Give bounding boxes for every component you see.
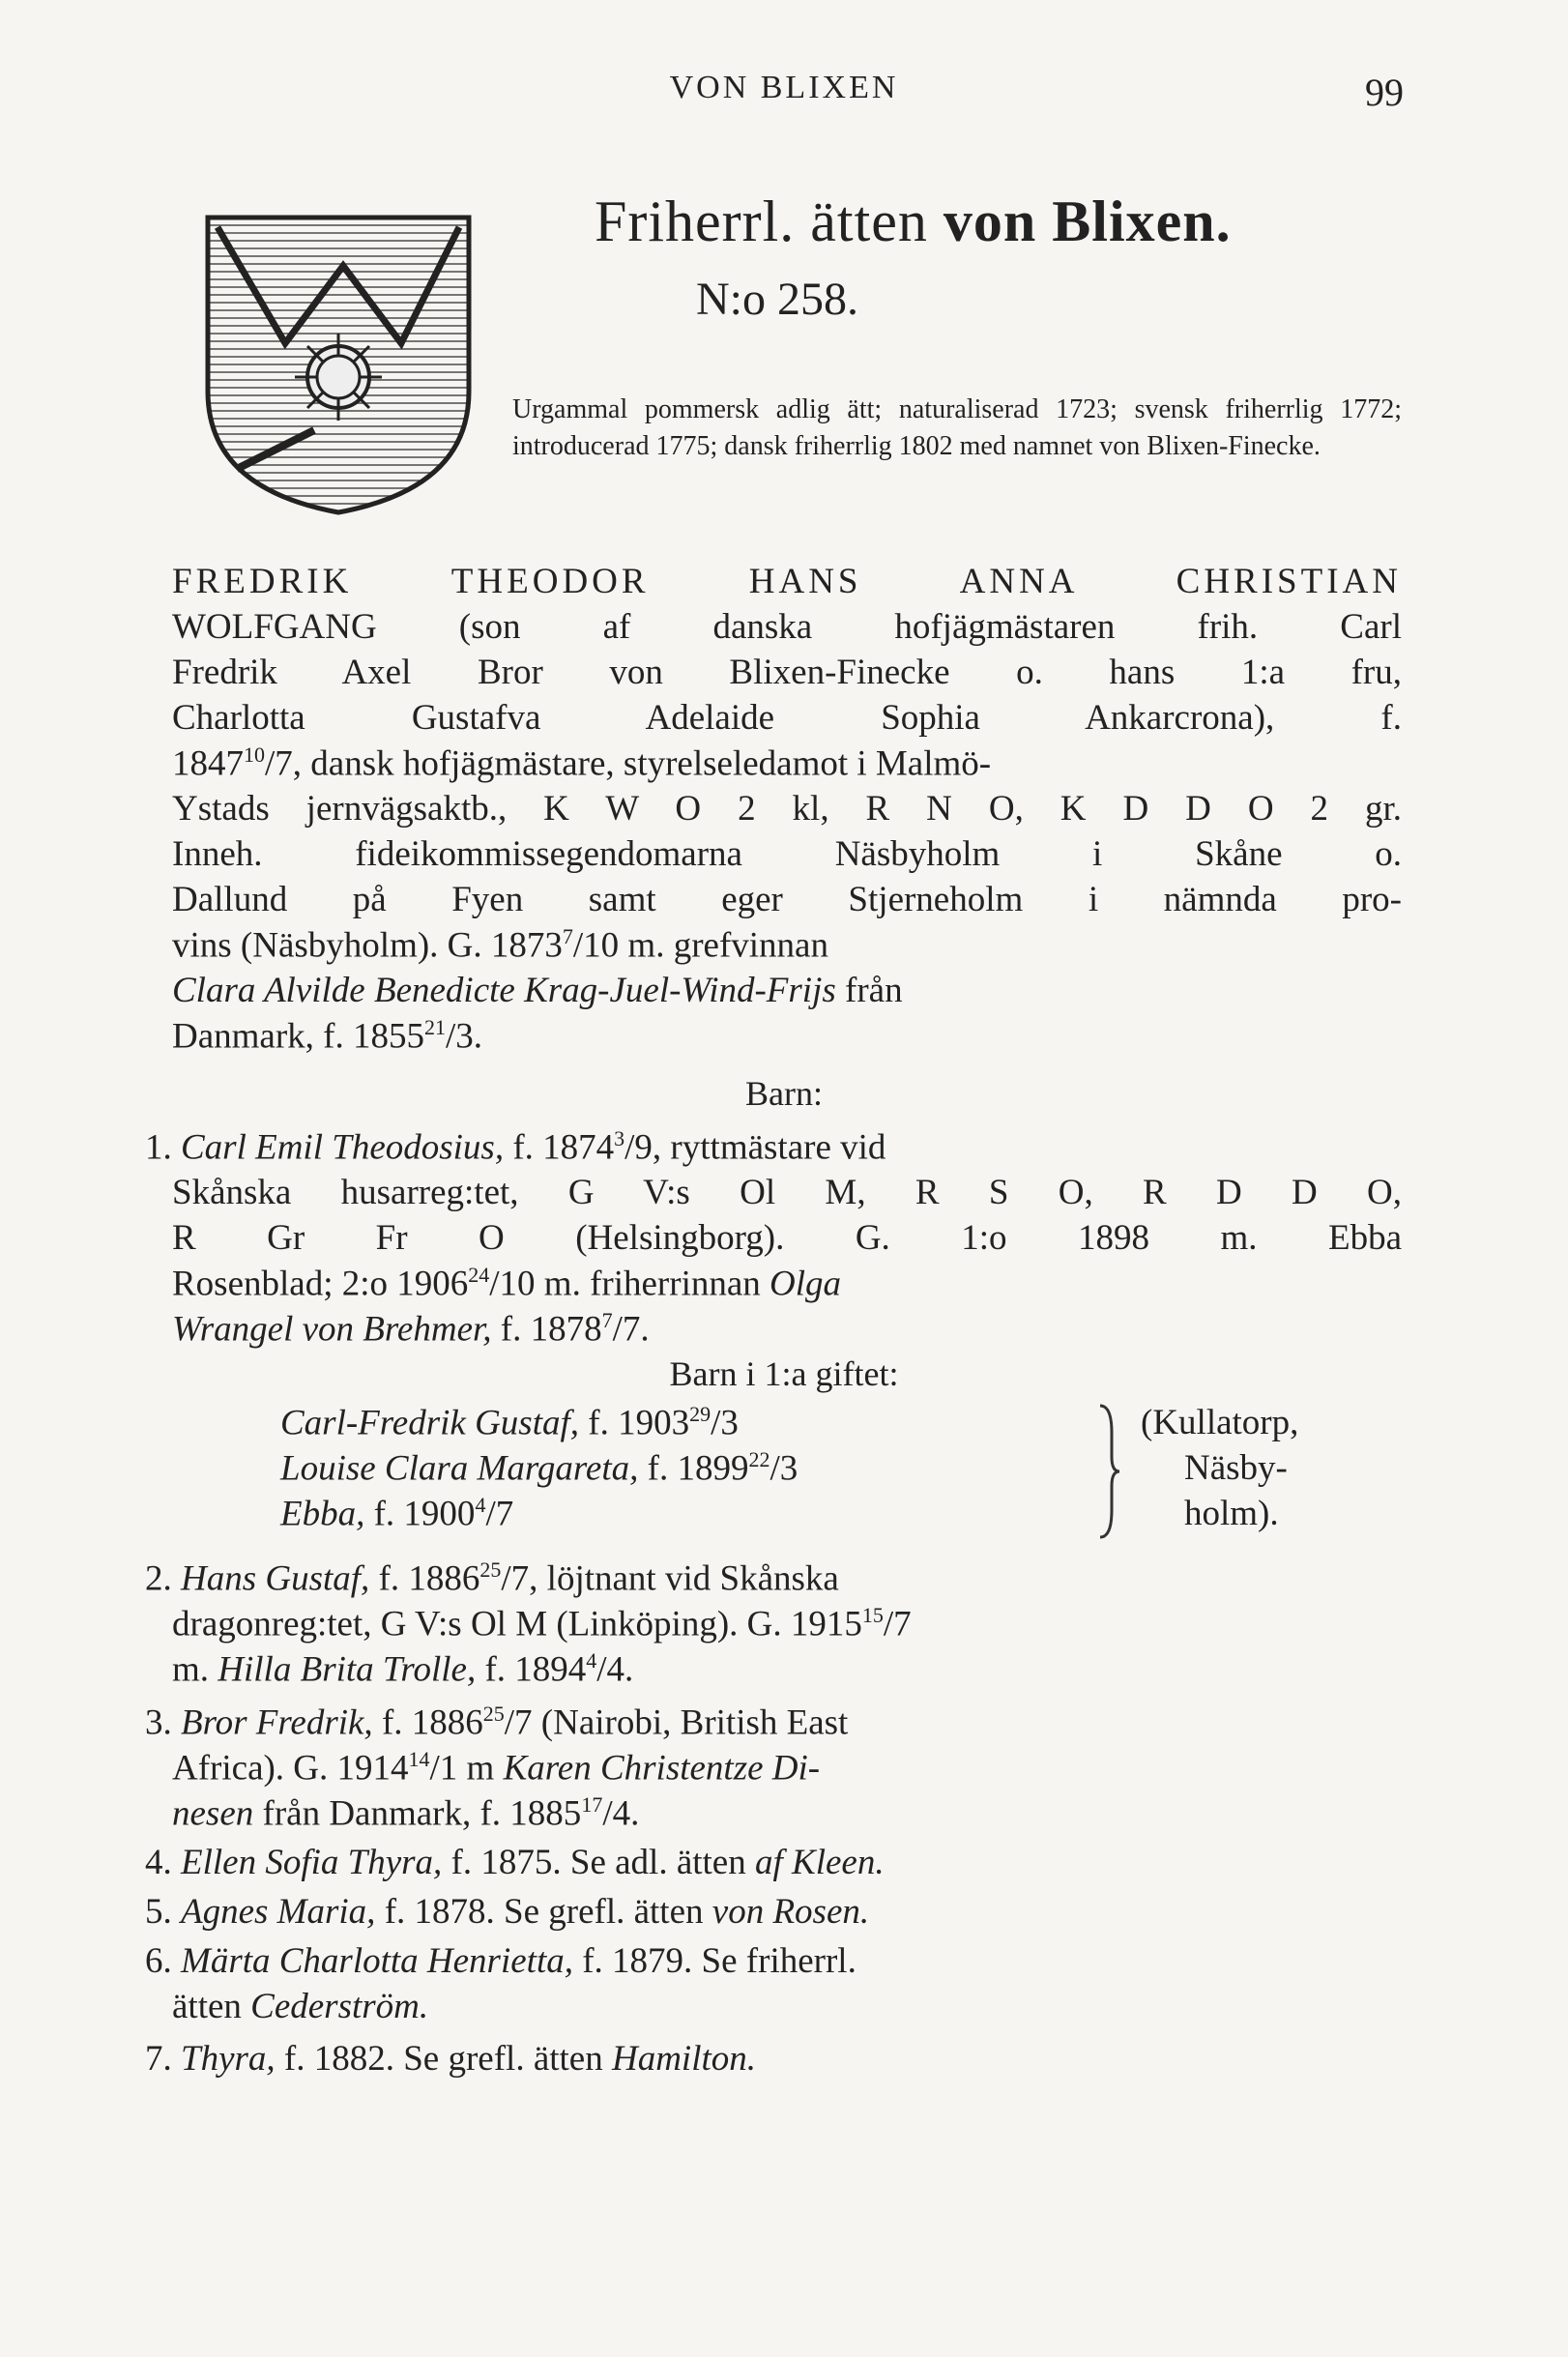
main-entry-line: Ystads jernvägsaktb., K W O 2 kl, R N O, K D D O 2 gr. xyxy=(172,789,1402,829)
child-entry: 6. Märta Charlotta Henrietta, f. 1879. Se friherrl. xyxy=(145,1941,857,1981)
brace-icon xyxy=(1092,1404,1121,1539)
child-entry: 1. Carl Emil Theodosius, f. 1874$^3$/9, ryttmästare vid xyxy=(145,1126,886,1168)
child-entry-line: Rosenblad; 2:o 1906$^{24}$/10 m. friherrinnan Olga xyxy=(172,1263,842,1304)
main-entry-line: WOLFGANG (son af danska hofjägmästaren frih. Carl xyxy=(172,607,1402,647)
grandchildren-place: (Kullatorp, xyxy=(1141,1403,1299,1442)
main-entry-line: vins (Näsbyholm). G. 1873$^7$/10 m. grefvinnan xyxy=(172,924,828,966)
main-entry-line: Dallund på Fyen samt eger Stjerneholm i nämnda pro- xyxy=(172,880,1402,919)
main-entry-line: Inneh. fideikommissegendomarna Näsbyholm i Skåne o. xyxy=(172,834,1402,874)
child-entry-line: dragonreg:tet, G V:s Ol M (Linköping). G. 1915$^{15}$/7 xyxy=(172,1603,912,1644)
child-entry: 2. Hans Gustaf, f. 1886$^{25}$/7, löjtnant vid Skånska xyxy=(145,1557,839,1599)
family-title-prefix: Friherrl. ätten xyxy=(595,189,928,253)
child-entry-line: nesen från Danmark, f. 1885$^{17}$/4. xyxy=(172,1792,640,1834)
child-entry-line: Wrangel von Brehmer, f. 1878$^7$/7. xyxy=(172,1308,650,1350)
child-entry-line: ätten Cederström. xyxy=(172,1987,429,2026)
grandchildren-heading: Barn i 1:a giftet: xyxy=(669,1354,899,1393)
family-title xyxy=(595,189,1232,255)
child-entry-line: R Gr Fr O (Helsingborg). G. 1:o 1898 m. Ebba xyxy=(172,1218,1402,1258)
main-entry-line: 1847$^{10}$/7, dansk hofjägmästare, styrelseledamot i Malmö- xyxy=(172,742,992,784)
grandchild-entry: Carl-Fredrik Gustaf, f. 1903$^{29}$/3 xyxy=(280,1402,739,1443)
family-number: N:o 258. xyxy=(696,274,858,325)
grandchild-entry: Louise Clara Margareta, f. 1899$^{22}$/3 xyxy=(280,1447,799,1489)
main-entry-line: FREDRIK THEODOR HANS ANNA CHRISTIAN xyxy=(172,562,1402,601)
main-entry-line: Fredrik Axel Bror von Blixen-Finecke o. hans 1:a fru, xyxy=(172,653,1402,692)
coat-of-arms-icon xyxy=(198,198,479,517)
child-entry-line: Skånska husarreg:tet, G V:s Ol M, R S O, R D D O, xyxy=(172,1173,1402,1212)
page-number: 99 xyxy=(1365,71,1404,114)
main-entry-line: Charlotta Gustafva Adelaide Sophia Ankarcrona), f. xyxy=(172,698,1402,738)
child-entry: 4. Ellen Sofia Thyra, f. 1875. Se adl. ätten af Kleen. xyxy=(145,1843,885,1882)
child-entry-line: m. Hilla Brita Trolle, f. 1894$^4$/4. xyxy=(172,1648,634,1690)
running-head: VON BLIXEN xyxy=(669,70,899,105)
main-entry-line: Danmark, f. 1855$^{21}$/3. xyxy=(172,1015,483,1057)
child-entry: 7. Thyra, f. 1882. Se grefl. ätten Hamilton. xyxy=(145,2039,757,2079)
family-intro: Urgammal pommersk adlig ätt; naturaliserad 1723; svensk friherrlig 1772; introducerad 1775; dansk friherrlig 1802 med namnet von Blixen-Finecke. xyxy=(512,394,1402,461)
grandchildren-place: Näsby- xyxy=(1184,1448,1288,1488)
child-entry-line: Africa). G. 1914$^{14}$/1 m Karen Christentze Di- xyxy=(172,1747,821,1789)
grandchild-entry: Ebba, f. 1900$^4$/7 xyxy=(280,1493,514,1534)
children-heading: Barn: xyxy=(745,1074,823,1113)
grandchildren-place: holm). xyxy=(1184,1494,1279,1533)
main-entry-line: Clara Alvilde Benedicte Krag-Juel-Wind-Frijs från xyxy=(172,971,903,1010)
child-entry: 3. Bror Fredrik, f. 1886$^{25}$/7 (Nairobi, British East xyxy=(145,1702,849,1743)
family-title-name: von Blixen. xyxy=(943,189,1232,253)
child-entry: 5. Agnes Maria, f. 1878. Se grefl. ätten von Rosen. xyxy=(145,1892,870,1932)
